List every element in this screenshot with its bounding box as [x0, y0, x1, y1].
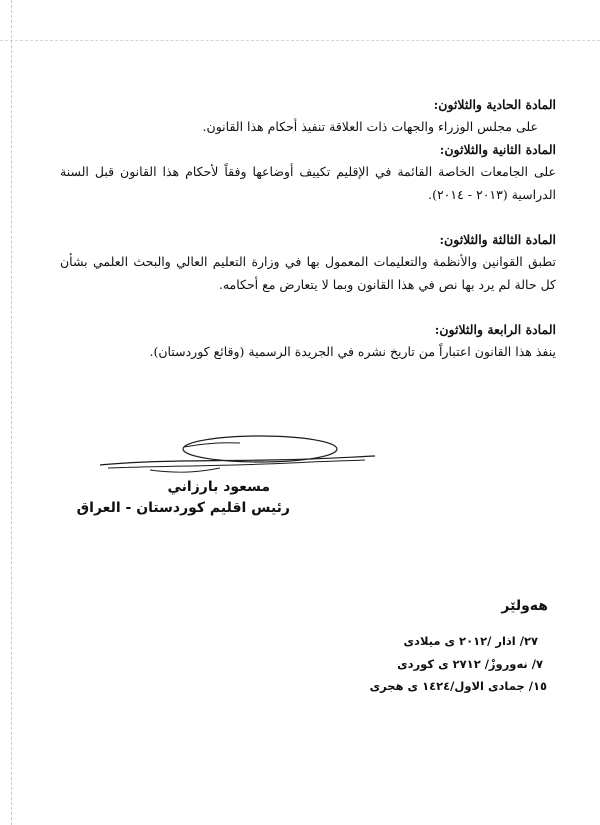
date-kurdish: ٧/ نەوروزْ/ ٢٧١٢ ى كوردى — [397, 657, 543, 671]
article-heading: المادة الحادية والثلاثون: — [433, 97, 556, 112]
issue-place: هەولێر — [501, 598, 548, 614]
article-31 — [60, 95, 556, 138]
signature-block — [0, 430, 600, 530]
article-body — [60, 160, 556, 206]
article-heading: المادة الرابعة والثلاثون: — [434, 322, 556, 337]
signatory-name: مسعود بارزاني — [167, 479, 270, 495]
article-34 — [60, 320, 556, 363]
article-line: ينفذ هذا القانون اعتباراً من تاريخ نشره في الجريدة الرسمية (وقائع كوردستان). — [149, 344, 556, 359]
signatory-title: رئيس اقليم كوردستان - العراق — [76, 500, 290, 516]
scan-edge-left — [11, 0, 13, 825]
scan-edge-top — [0, 40, 600, 42]
date-gregorian: ٢٧/ اذار /٢٠١٢ ى ميلادى — [403, 634, 538, 648]
article-32 — [60, 140, 556, 206]
article-heading: المادة الثالثة والثلاثون: — [439, 232, 556, 247]
article-body — [60, 115, 556, 138]
article-body — [60, 340, 556, 363]
article-heading: المادة الثانية والثلاثون: — [439, 142, 556, 157]
article-line: الدراسية (٢٠١٣ - ٢٠١٤). — [428, 187, 556, 202]
article-line: على الجامعات الخاصة القائمة في الإقليم تكييف أوضاعها وفقاً لأحكام هذا القانون قبل السنة — [60, 164, 556, 179]
date-hijri: ١٥/ جمادى الاول/١٤٢٤ ى هجرى — [369, 679, 547, 693]
article-line: تطبق القوانين والأنظمة والتعليمات المعمول بها في وزارة التعليم العالي والبحث العلمي بشأن — [60, 254, 556, 269]
article-line: على مجلس الوزراء والجهات ذات العلاقة تنفيذ أحكام هذا القانون. — [202, 119, 538, 134]
article-body — [60, 250, 556, 296]
article-line: كل حالة لم يرد بها نص في هذا القانون وبما لا يتعارض مع أحكامه. — [218, 277, 556, 292]
article-33 — [60, 230, 556, 296]
